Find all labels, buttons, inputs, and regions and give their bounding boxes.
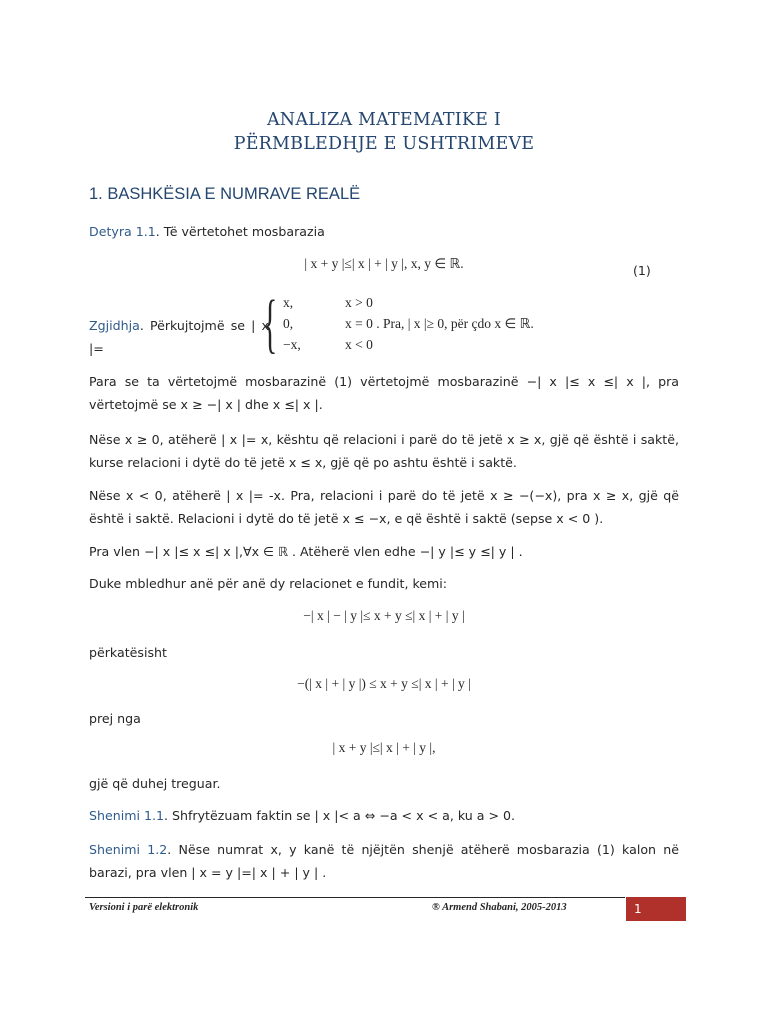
- paragraph-8: gjë që duhej treguar.: [89, 776, 221, 791]
- solution-intro-text: Përkujtojmë se | x |=: [89, 318, 269, 356]
- note-2-label: Shenimi 1.2: [89, 842, 168, 857]
- case-condition-1: x > 0: [345, 295, 373, 310]
- equation-2: −| x | − | y |≤ x + y ≤| x | + | y |: [303, 608, 465, 623]
- note-2-text: . Nëse numrat x, y kanë të njëjtën shenjë atëherë mosbarazia (1) kalon në barazi, pra vlen | x = y |=| x | + | y | .: [89, 842, 679, 880]
- paragraph-2: Nëse x ≥ 0, atëherë | x |= x, kështu që relacioni i parë do të jetë x ≥ x, gjë që është i saktë, kurse relacioni i dytë do të jetë x ≤ x, gjë që po ashtu është i saktë.: [89, 432, 679, 470]
- equation-3: −(| x | + | y |) ≤ x + y ≤| x | + | y |: [297, 676, 471, 691]
- note-1: [89, 804, 679, 827]
- paragraph-5: Duke mbledhur anë për anë dy relacionet e fundit, kemi:: [89, 576, 448, 591]
- footer-version: Versioni i parë elektronik: [89, 902, 199, 913]
- section-heading: 1. BASHKËSIA E NUMRAVE REALË: [89, 185, 361, 203]
- paragraph-7: prej nga: [89, 711, 141, 726]
- task-text: Të vërtetohet mosbarazia: [163, 224, 325, 239]
- paragraph-3: Nëse x < 0, atëherë | x |= -x. Pra, relacioni i parë do të jetë x ≥ −(−x), pra x ≥ x, gjë që është i saktë. Relacioni i dytë do të jetë x ≤ −x, e që është i saktë (sepse x < 0 ).: [89, 488, 679, 526]
- document-title-line-2: PËRMBLEDHJE E USHTRIMEVE: [233, 134, 535, 154]
- note-1-label: Shenimi 1.1: [89, 808, 165, 823]
- piecewise-definition: [263, 287, 534, 360]
- note-2: [89, 838, 679, 884]
- note-1-text: . Shfrytëzuam faktin se | x |< a ⇔ −a < x < a, ku a > 0.: [164, 808, 516, 823]
- task-label: Detyra 1.1: [89, 224, 156, 239]
- footer-divider: [85, 897, 625, 898]
- case-value-2: 0,: [283, 316, 294, 331]
- equation-number: (1): [633, 263, 651, 278]
- solution-label: Zgjidhja: [89, 318, 140, 333]
- case-value-3: −x,: [283, 337, 301, 352]
- paragraph-6: përkatësisht: [89, 645, 167, 660]
- task-paragraph: Detyra 1.1. Të vërtetohet mosbarazia: [89, 224, 325, 239]
- footer-copyright: ® Armend Shabani, 2005-2013: [432, 902, 567, 913]
- case-condition-3: x < 0: [345, 337, 373, 352]
- paragraph-1: Para se ta vërtetojmë mosbarazinë (1) vërtetojmë mosbarazinë −| x |≤ x ≤| x |, pra vërtetojmë se x ≥ −| x | dhe x ≤| x |.: [89, 374, 679, 412]
- paragraph-4: Pra vlen −| x |≤ x ≤| x |,∀x ∈ ℝ . Atëherë vlen edhe −| y |≤ y ≤| y | .: [89, 544, 523, 559]
- case-condition-2: x = 0 . Pra, | x |≥ 0, për çdo x ∈ ℝ.: [345, 316, 534, 331]
- task-formula: | x + y |≤| x | + | y |, x, y ∈ ℝ.: [304, 256, 464, 271]
- left-brace: {: [263, 287, 278, 360]
- case-value-1: x,: [283, 295, 294, 310]
- solution-intro: Zgjidhja. Përkujtojmë se | x |=: [89, 318, 269, 356]
- page-number-badge: 1: [626, 897, 686, 921]
- document-title-line-1: ANALIZA MATEMATIKE I: [266, 110, 502, 130]
- equation-4: | x + y |≤| x | + | y |,: [332, 740, 436, 755]
